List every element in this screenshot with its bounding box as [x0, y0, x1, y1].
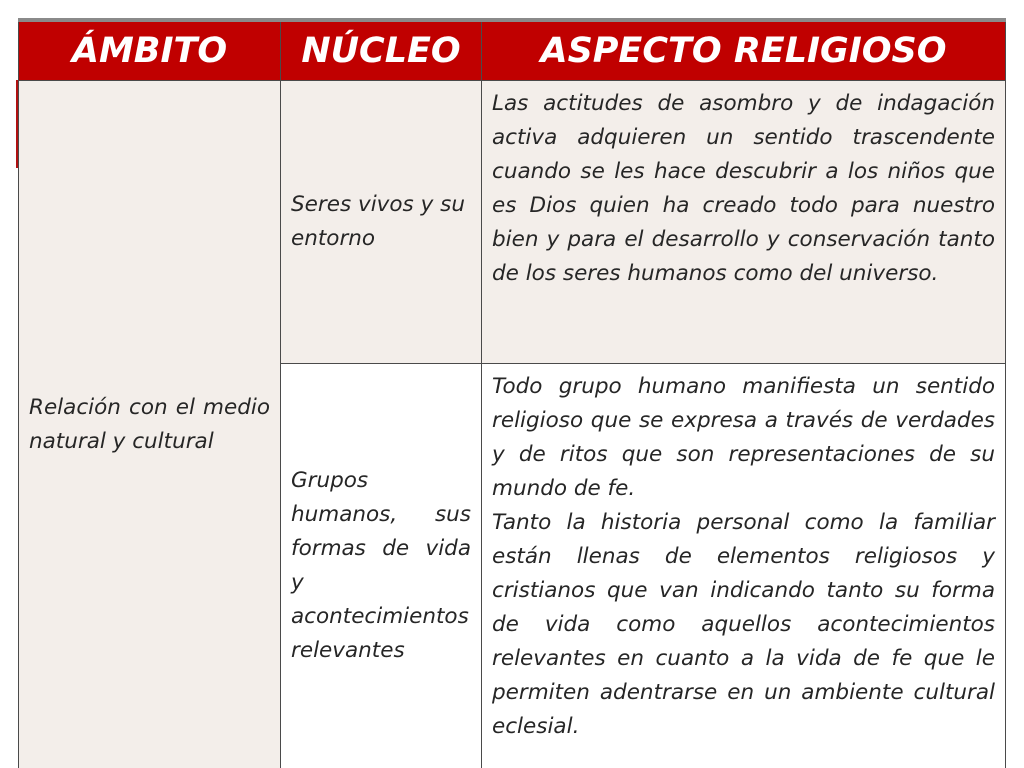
ambito-cell [19, 81, 281, 768]
curriculum-table [18, 18, 1006, 768]
nucleo-cell: Seres vivos y su entorno [281, 81, 482, 364]
nucleo-cell: Grupos humanos, sus formas de vida y acontecimientos relevantes [281, 364, 482, 768]
aspecto-cell [482, 81, 1006, 364]
header-nucleo: NÚCLEO [281, 20, 482, 81]
header-ambito: ÁMBITO [19, 20, 281, 81]
aspecto-paragraph: Las actitudes de asombro y de indagación activa adquieren un sentido trascendente cuando se les hace descubrir a los niños que es Dios quien ha creado todo para nuestro bien y para el desarrollo y conservación tanto de los seres humanos como del universo. [492, 91, 995, 286]
table-row [19, 81, 1006, 364]
aspecto-cell [482, 364, 1006, 768]
aspecto-paragraph: Tanto la historia personal como la familiar están llenas de elementos religiosos y cristianos que van indicando tanto su forma de vida como aquellos acontecimientos relevantes en cuanto a la vida de fe que le permiten adentrarse en un ambiente cultural eclesial. [492, 510, 995, 739]
header-aspecto-religioso: ASPECTO RELIGIOSO [482, 20, 1006, 81]
ambito-text: Relación con el medio natural y cultural [29, 394, 270, 454]
aspecto-paragraph: Todo grupo humano manifiesta un sentido religioso que se expresa a través de verdades y de ritos que son representaciones de su mundo de fe. [492, 374, 995, 501]
header-row [19, 20, 1006, 81]
